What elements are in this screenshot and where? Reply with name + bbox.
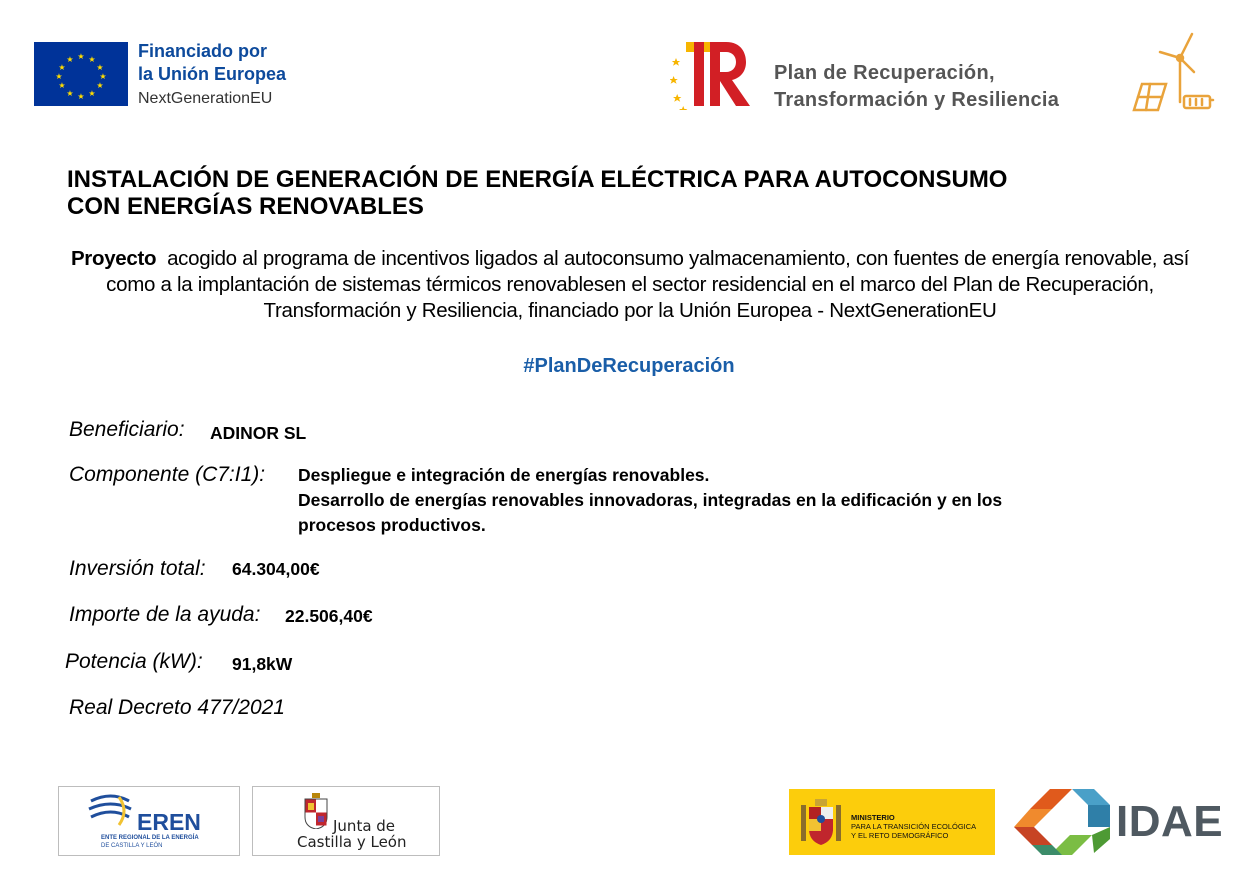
wind-solar-battery-icon [1130, 32, 1216, 114]
eu-funding-text [138, 40, 286, 110]
spain-coat-of-arms-icon [797, 797, 845, 847]
ministerio-line-1: MINISTERIO [851, 813, 895, 822]
project-description [60, 246, 1200, 324]
decreto-label: Real Decreto 477/2021 [69, 696, 285, 719]
eu-line-1: Financiado por [138, 41, 268, 61]
prtr-line-2: Transformación y Resiliencia [774, 89, 1060, 111]
title-line-1: INSTALACIÓN DE GENERACIÓN DE ENERGÍA ELÉCTRICA PARA AUTOCONSUMO [67, 166, 1008, 193]
potencia-value: 91,8kW [232, 654, 293, 674]
componente-line-1: Despliegue e integración de energías renovables. [298, 465, 710, 485]
beneficiario-value: ADINOR SL [210, 423, 307, 443]
inversion-value: 64.304,00€ [232, 559, 320, 579]
eu-flag-icon [34, 42, 128, 106]
jcyl-line-2: Castilla y León [297, 833, 407, 851]
inversion-label: Inversión total: [69, 557, 206, 580]
svg-text:★: ★ [88, 89, 96, 98]
jcyl-shield-icon [303, 793, 329, 829]
svg-text:★: ★ [55, 72, 63, 81]
idae-name: IDAE [1116, 797, 1224, 846]
eren-sub-2: DE CASTILLA Y LEÓN [101, 843, 163, 849]
eren-sub-1: ENTE REGIONAL DE LA ENERGÍA [101, 835, 199, 841]
page-title [67, 166, 1197, 220]
svg-text:★: ★ [58, 63, 66, 72]
prtr-line-1: Plan de Recuperación, [774, 62, 995, 84]
svg-text:★: ★ [96, 81, 104, 90]
componente-line-2: Desarrollo de energías renovables innovadoras, integradas en la edificación y en los [298, 490, 1003, 510]
ayuda-label: Importe de la ayuda: [69, 603, 261, 626]
eu-line-2: la Unión Europea [138, 64, 287, 84]
eren-logo [58, 786, 240, 856]
eu-line-3: NextGenerationEU [138, 90, 273, 107]
ayuda-value: 22.506,40€ [285, 606, 373, 626]
ministerio-line-3: Y EL RETO DEMOGRÁFICO [851, 831, 949, 840]
componente-label: Componente (C7:I1): [69, 463, 266, 486]
beneficiario-label: Beneficiario: [69, 418, 185, 441]
jcyl-line-1: Junta de [333, 817, 396, 835]
svg-text:★: ★ [77, 52, 85, 61]
jcyl-logo [252, 786, 440, 856]
svg-text:★: ★ [99, 72, 107, 81]
eren-emblem-icon [85, 793, 137, 829]
ministerio-line-2: PARA LA TRANSICIÓN ECOLÓGICA [851, 822, 977, 831]
componente-line-3: procesos productivos. [298, 515, 486, 535]
prtr-title [774, 60, 1059, 114]
svg-text:★: ★ [96, 63, 104, 72]
hashtag: #PlanDeRecuperación [523, 355, 735, 377]
idae-logo-icon [1012, 787, 1112, 857]
svg-text:★: ★ [66, 55, 74, 64]
prtr-logo-icon [670, 40, 754, 110]
potencia-label: Potencia (kW): [65, 650, 203, 673]
svg-text:★: ★ [88, 55, 96, 64]
eren-name: EREN [137, 809, 201, 835]
intro-text: acogido al programa de incentivos ligados al autoconsumo yalmacenamiento, con fuentes de energía renovable, así como a la implantación de sistemas térmicos renovablesen el sector residencial en el marco del Plan de Recuperación, Transformación y Resiliencia, financiado por la Unión Europea - NextGenerationEU [106, 247, 1190, 322]
svg-text:★: ★ [66, 89, 74, 98]
componente-value [298, 463, 1002, 538]
title-line-2: CON ENERGÍAS RENOVABLES [67, 193, 424, 220]
intro-lead: Proyecto [70, 247, 157, 270]
svg-text:★: ★ [77, 92, 85, 101]
svg-text:★: ★ [58, 81, 66, 90]
ministerio-logo [789, 789, 995, 855]
